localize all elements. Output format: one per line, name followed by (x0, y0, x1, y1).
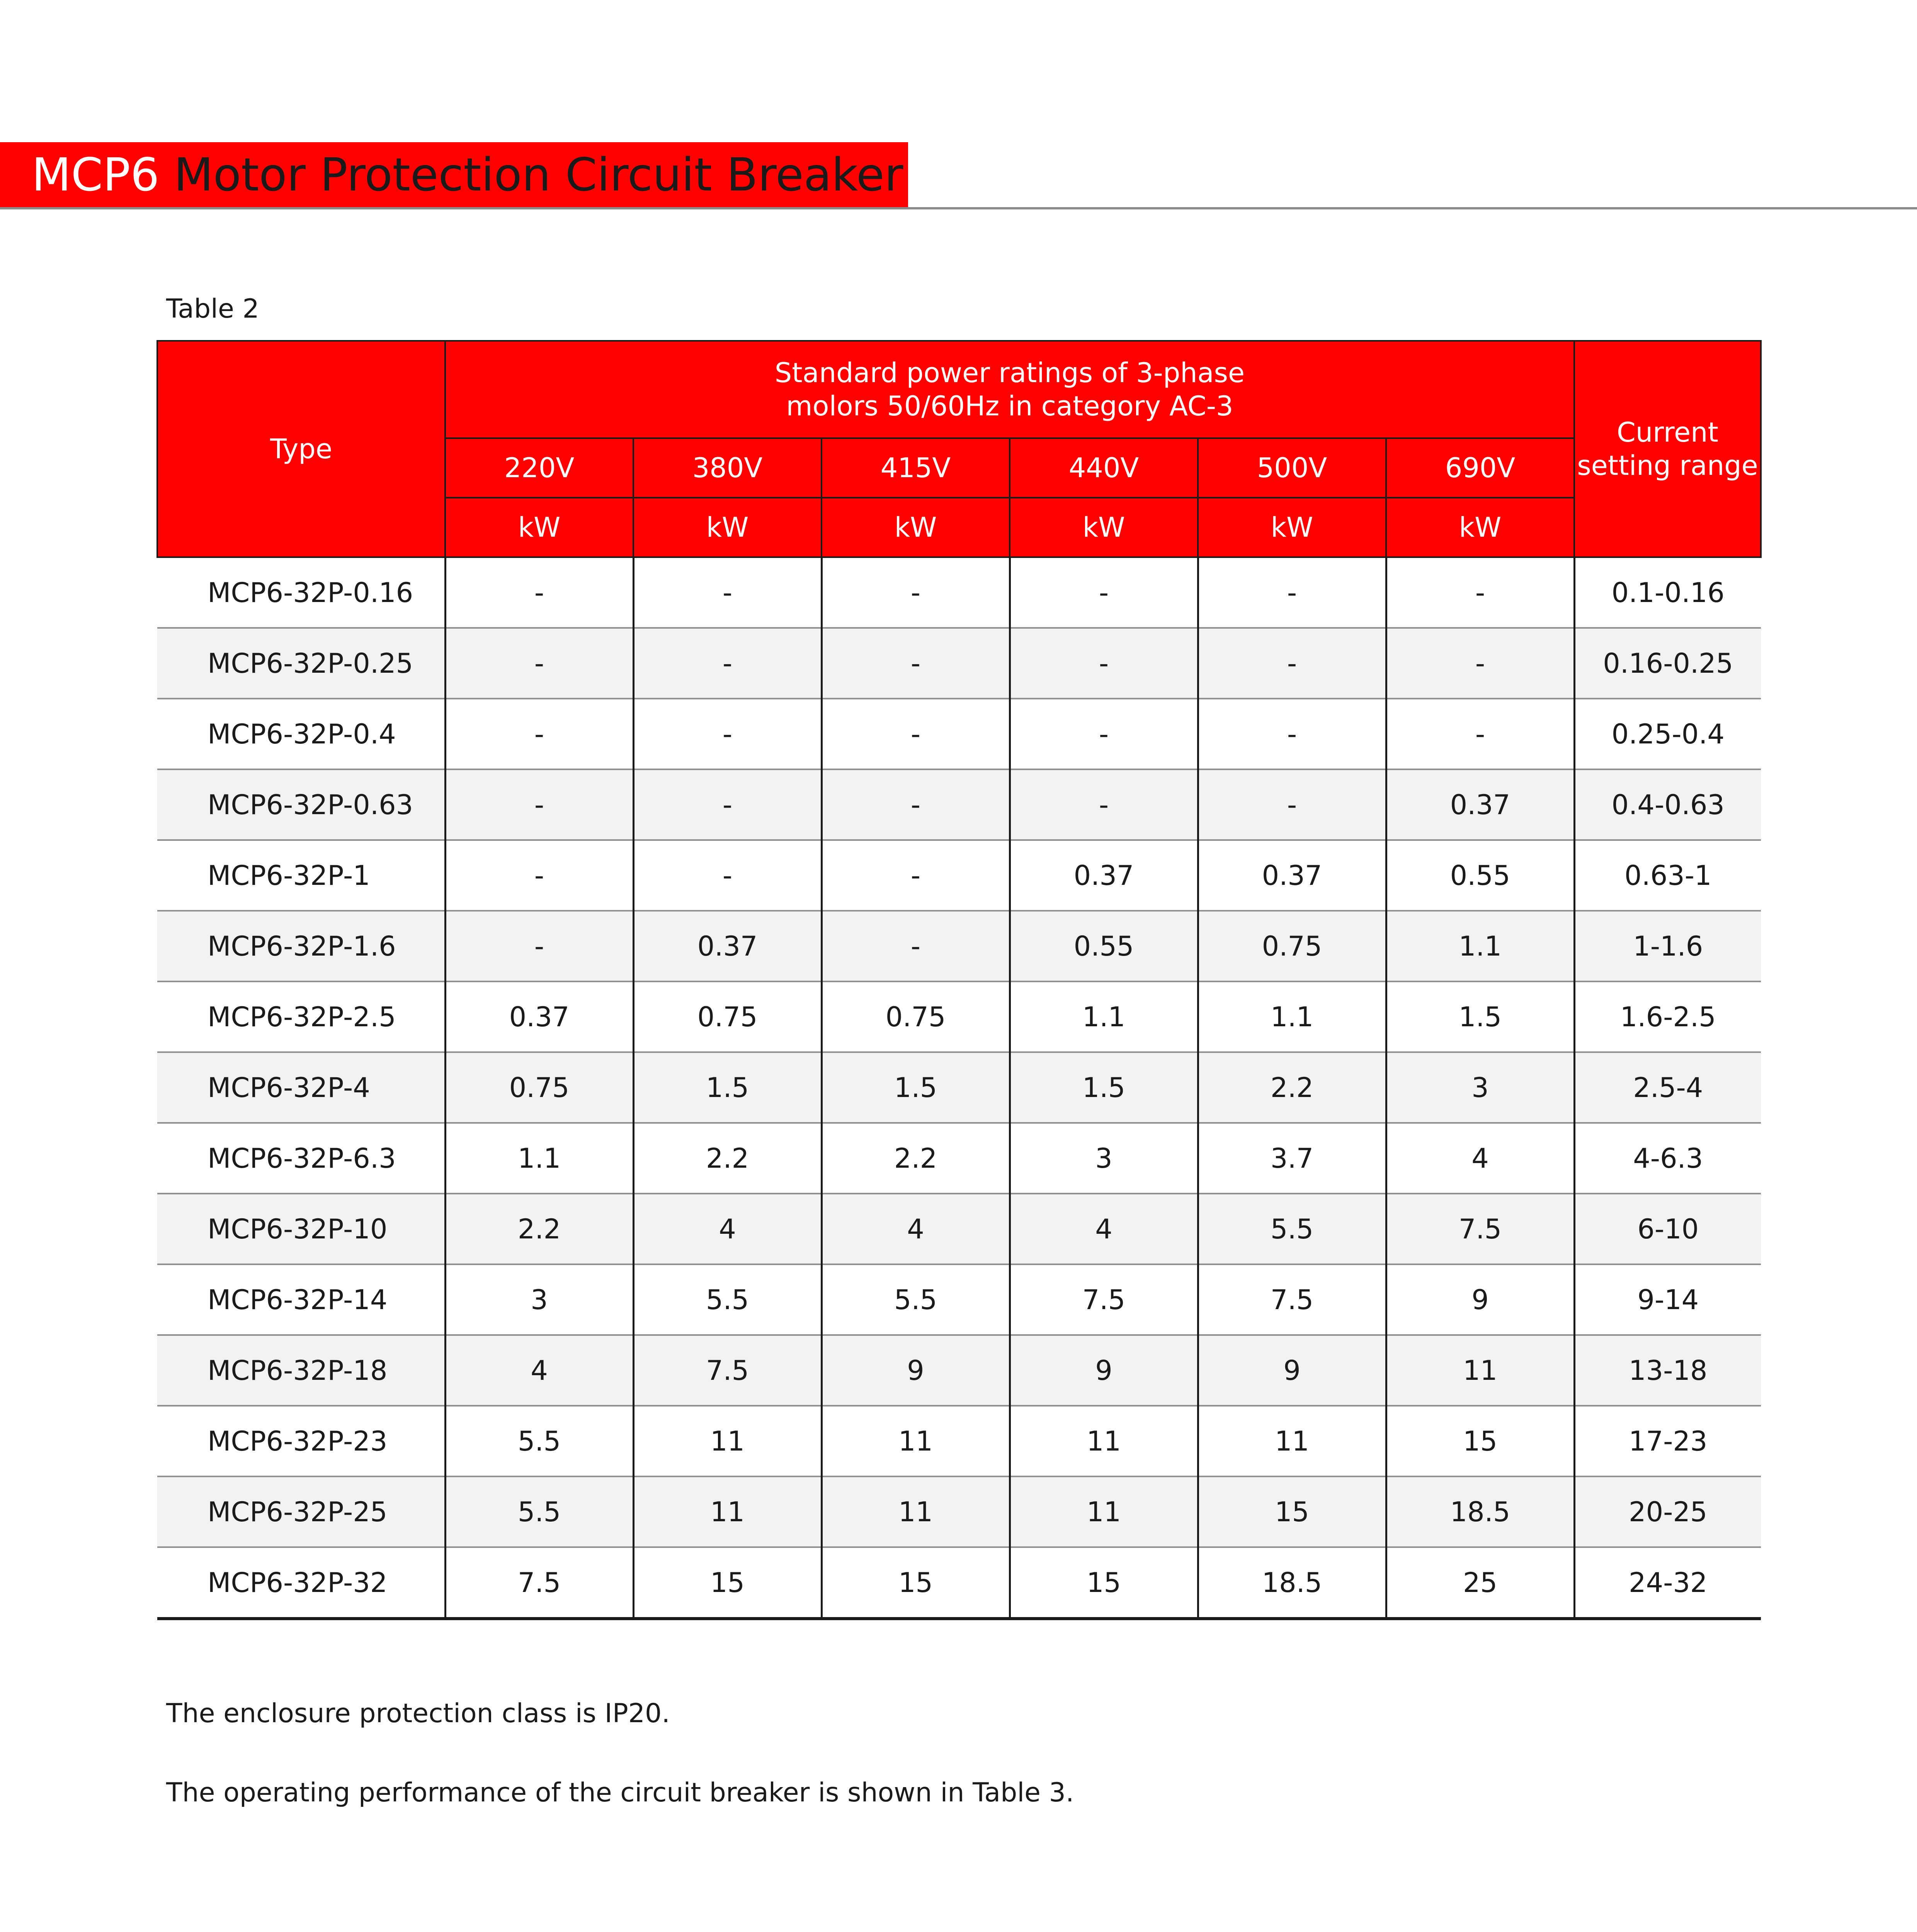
type-cell: MCP6-32P-1 (157, 840, 445, 911)
table-row (157, 628, 1761, 699)
power-cell: 7.5 (633, 1335, 822, 1406)
current-range-header (1574, 341, 1761, 557)
table-body (157, 557, 1761, 1619)
power-cell: - (445, 911, 633, 981)
table-row (157, 699, 1761, 769)
power-cell: 25 (1386, 1547, 1574, 1619)
power-cell: - (445, 769, 633, 840)
table-row (157, 981, 1761, 1052)
power-cell: 3 (1010, 1123, 1198, 1194)
power-cell: 11 (633, 1476, 822, 1547)
current-range-cell: 9-14 (1574, 1264, 1761, 1335)
current-range-cell: 1-1.6 (1574, 911, 1761, 981)
power-cell: 0.37 (445, 981, 633, 1052)
power-cell: - (1198, 557, 1386, 628)
power-cell: 0.75 (445, 1052, 633, 1123)
power-cell: - (633, 628, 822, 699)
power-cell: 15 (1010, 1547, 1198, 1619)
power-cell: 0.55 (1010, 911, 1198, 981)
title-prefix: MCP6 (32, 148, 160, 201)
power-cell: 5.5 (445, 1476, 633, 1547)
power-cell: 15 (1198, 1476, 1386, 1547)
power-cell: 4 (822, 1194, 1010, 1264)
power-cell: 9 (822, 1335, 1010, 1406)
current-range-cell: 1.6-2.5 (1574, 981, 1761, 1052)
unit-header: kW (822, 498, 1010, 557)
current-range-cell: 17-23 (1574, 1406, 1761, 1476)
power-cell: 0.55 (1386, 840, 1574, 911)
unit-header: kW (633, 498, 822, 557)
power-cell: 11 (1010, 1406, 1198, 1476)
unit-header: kW (1198, 498, 1386, 557)
power-cell: 11 (633, 1406, 822, 1476)
power-cell: 1.1 (1386, 911, 1574, 981)
current-range-cell: 4-6.3 (1574, 1123, 1761, 1194)
type-cell: MCP6-32P-10 (157, 1194, 445, 1264)
power-cell: - (1386, 699, 1574, 769)
power-cell: - (633, 769, 822, 840)
power-cell: 1.1 (445, 1123, 633, 1194)
group-header-line2: molors 50/60Hz in category AC-3 (786, 390, 1233, 422)
power-cell: 11 (1386, 1335, 1574, 1406)
power-cell: - (1010, 699, 1198, 769)
table-row (157, 840, 1761, 911)
power-cell: 18.5 (1386, 1476, 1574, 1547)
table-row (157, 1123, 1761, 1194)
power-cell: 2.2 (822, 1123, 1010, 1194)
power-cell: - (633, 699, 822, 769)
power-cell: - (822, 840, 1010, 911)
group-header-line1: Standard power ratings of 3-phase (774, 357, 1245, 389)
voltage-header: 220V (445, 438, 633, 498)
power-cell: 11 (1198, 1406, 1386, 1476)
voltage-header: 380V (633, 438, 822, 498)
type-cell: MCP6-32P-18 (157, 1335, 445, 1406)
power-cell: 4 (1386, 1123, 1574, 1194)
type-cell: MCP6-32P-0.63 (157, 769, 445, 840)
current-range-cell: 0.16-0.25 (1574, 628, 1761, 699)
power-cell: 0.37 (633, 911, 822, 981)
type-cell: MCP6-32P-0.16 (157, 557, 445, 628)
unit-header: kW (1010, 498, 1198, 557)
power-cell: 15 (822, 1547, 1010, 1619)
current-range-cell: 6-10 (1574, 1194, 1761, 1264)
power-cell: 11 (1010, 1476, 1198, 1547)
current-range-cell: 0.63-1 (1574, 840, 1761, 911)
type-cell: MCP6-32P-6.3 (157, 1123, 445, 1194)
type-header: Type (157, 341, 445, 557)
power-cell: 0.37 (1386, 769, 1574, 840)
power-cell: 5.5 (1198, 1194, 1386, 1264)
current-range-cell: 0.4-0.63 (1574, 769, 1761, 840)
power-cell: 3 (1386, 1052, 1574, 1123)
power-cell: - (1386, 628, 1574, 699)
table-row (157, 1547, 1761, 1619)
power-cell: 9 (1010, 1335, 1198, 1406)
unit-header: kW (1386, 498, 1574, 557)
power-cell: - (445, 628, 633, 699)
current-range-cell: 20-25 (1574, 1476, 1761, 1547)
power-cell: - (822, 557, 1010, 628)
power-cell: - (445, 699, 633, 769)
power-cell: 2.2 (633, 1123, 822, 1194)
type-cell: MCP6-32P-25 (157, 1476, 445, 1547)
power-cell: - (1010, 628, 1198, 699)
table-row (157, 1264, 1761, 1335)
power-cell: 0.75 (633, 981, 822, 1052)
power-cell: 4 (633, 1194, 822, 1264)
table-row (157, 557, 1761, 628)
type-cell: MCP6-32P-2.5 (157, 981, 445, 1052)
table-row (157, 769, 1761, 840)
power-cell: - (822, 769, 1010, 840)
power-cell: 2.2 (445, 1194, 633, 1264)
power-cell: - (1198, 769, 1386, 840)
power-cell: 1.5 (1386, 981, 1574, 1052)
group-header (445, 341, 1574, 438)
page-title (32, 142, 903, 207)
power-ratings-table (156, 340, 1762, 1620)
title-rule (908, 207, 1917, 209)
note-enclosure: The enclosure protection class is IP20. (166, 1698, 670, 1729)
power-cell: 1.5 (633, 1052, 822, 1123)
power-cell: 4 (1010, 1194, 1198, 1264)
current-header-line2: setting range (1577, 450, 1758, 481)
table-caption: Table 2 (166, 294, 259, 324)
power-cell: - (822, 628, 1010, 699)
power-cell: 3.7 (1198, 1123, 1386, 1194)
power-cell: 1.1 (1010, 981, 1198, 1052)
power-cell: 11 (822, 1476, 1010, 1547)
power-cell: 18.5 (1198, 1547, 1386, 1619)
power-cell: 0.75 (822, 981, 1010, 1052)
power-cell: 2.2 (1198, 1052, 1386, 1123)
power-cell: 15 (633, 1547, 822, 1619)
power-cell: 1.1 (1198, 981, 1386, 1052)
table-row (157, 1194, 1761, 1264)
table-header (157, 341, 1761, 557)
power-cell: - (822, 699, 1010, 769)
power-cell: 1.5 (822, 1052, 1010, 1123)
type-cell: MCP6-32P-0.4 (157, 699, 445, 769)
current-range-cell: 13-18 (1574, 1335, 1761, 1406)
current-range-cell: 0.1-0.16 (1574, 557, 1761, 628)
table-row (157, 1335, 1761, 1406)
power-cell: 0.37 (1198, 840, 1386, 911)
power-cell: - (1010, 557, 1198, 628)
power-cell: - (445, 557, 633, 628)
type-cell: MCP6-32P-4 (157, 1052, 445, 1123)
unit-header: kW (445, 498, 633, 557)
power-cell: 9 (1386, 1264, 1574, 1335)
type-cell: MCP6-32P-0.25 (157, 628, 445, 699)
current-range-cell: 0.25-0.4 (1574, 699, 1761, 769)
power-cell: 3 (445, 1264, 633, 1335)
voltage-header: 500V (1198, 438, 1386, 498)
power-cell: 7.5 (1198, 1264, 1386, 1335)
power-cell: - (1010, 769, 1198, 840)
power-cell: - (1198, 699, 1386, 769)
power-cell: 1.5 (1010, 1052, 1198, 1123)
title-banner (0, 142, 908, 207)
power-cell: 9 (1198, 1335, 1386, 1406)
power-cell: - (822, 911, 1010, 981)
current-range-cell: 24-32 (1574, 1547, 1761, 1619)
table-row (157, 1406, 1761, 1476)
table-row (157, 1052, 1761, 1123)
title-rest: Motor Protection Circuit Breaker (159, 148, 903, 201)
voltage-header: 415V (822, 438, 1010, 498)
power-cell: 5.5 (445, 1406, 633, 1476)
current-header-line1: Current (1617, 417, 1718, 448)
power-cell: 4 (445, 1335, 633, 1406)
power-cell: - (633, 557, 822, 628)
power-cell: 5.5 (822, 1264, 1010, 1335)
power-cell: - (633, 840, 822, 911)
note-performance: The operating performance of the circuit breaker is shown in Table 3. (166, 1777, 1074, 1808)
type-cell: MCP6-32P-32 (157, 1547, 445, 1619)
power-cell: 7.5 (1386, 1194, 1574, 1264)
power-cell: 0.37 (1010, 840, 1198, 911)
type-cell: MCP6-32P-14 (157, 1264, 445, 1335)
power-cell: - (1198, 628, 1386, 699)
type-cell: MCP6-32P-23 (157, 1406, 445, 1476)
table-row (157, 911, 1761, 981)
power-cell: 0.75 (1198, 911, 1386, 981)
voltage-header: 690V (1386, 438, 1574, 498)
title-underline (0, 207, 908, 209)
voltage-header: 440V (1010, 438, 1198, 498)
power-cell: 5.5 (633, 1264, 822, 1335)
type-cell: MCP6-32P-1.6 (157, 911, 445, 981)
power-cell: 15 (1386, 1406, 1574, 1476)
table-row (157, 1476, 1761, 1547)
current-range-cell: 2.5-4 (1574, 1052, 1761, 1123)
power-cell: 7.5 (445, 1547, 633, 1619)
power-cell: - (445, 840, 633, 911)
power-cell: 11 (822, 1406, 1010, 1476)
power-cell: - (1386, 557, 1574, 628)
power-cell: 7.5 (1010, 1264, 1198, 1335)
